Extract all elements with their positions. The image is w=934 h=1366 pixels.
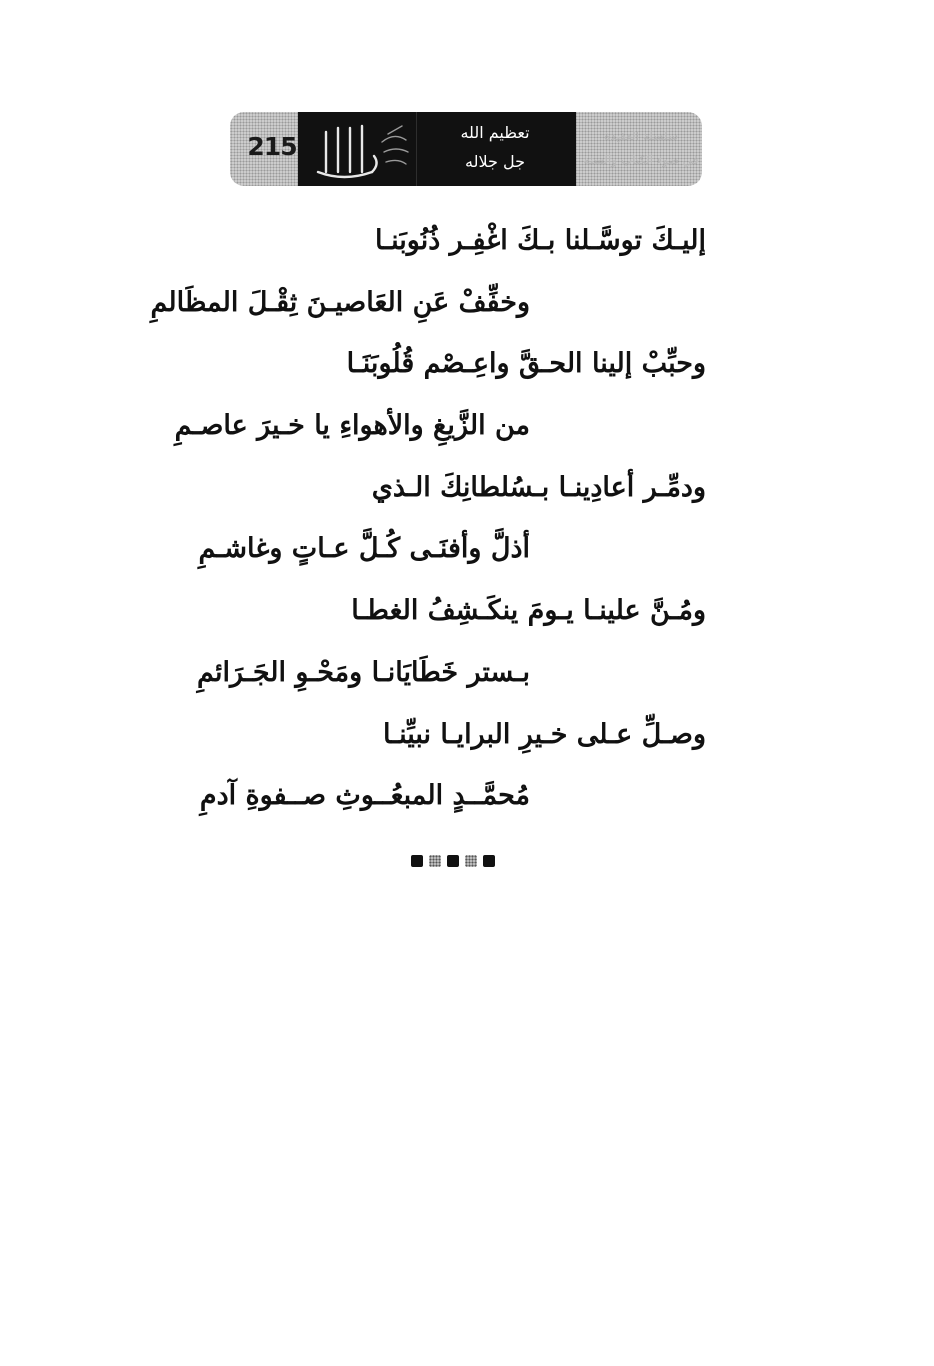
verse-line: أذلَّ وأفنَـى كُـلَّ عـاتٍ وغاشـمِ	[198, 533, 530, 565]
series-title-line2: في ضوء الكتاب والسنة	[583, 153, 699, 167]
header-title-block	[298, 112, 576, 186]
verse-line: ودمِّـر أعادِينـا بـسُلطانِكَ الـذي	[371, 471, 706, 503]
page-number: 215	[247, 132, 297, 161]
page-header	[230, 112, 702, 186]
book-title-line2: جل جلاله	[465, 152, 525, 171]
ornament-square-icon	[465, 855, 477, 867]
verse-line: وخفِّفْ عَنِ العَاصيـنَ ثِقْـلَ المظَالمِ	[150, 286, 530, 318]
series-title-line1: سلسلة العقيدة	[603, 129, 678, 143]
verse-line: بـستر خَطَايَانـا ومَحْـوِ الجَـرَائمِ	[197, 656, 530, 688]
verse-line: إليـكَ توسَّـلنا بـكَ اغْفِـر ذُنُوبَنـا	[374, 225, 706, 256]
poem	[150, 210, 710, 827]
book-title	[422, 118, 568, 176]
verse-line: ومُـنَّ علينـا يـومَ ينكَـشِفُ الغطـا	[351, 595, 706, 627]
verse-line: من الزَّيغِ والأهواءِ يا خـيرَ عاصـمِ	[174, 410, 530, 442]
series-title	[582, 124, 700, 172]
section-end-ornament	[411, 855, 495, 869]
allah-calligraphy-icon	[298, 112, 417, 186]
ornament-square-icon	[411, 855, 423, 867]
ornament-square-icon	[447, 855, 459, 867]
book-title-line1: تعظيم الله	[460, 123, 530, 142]
verse-line: وحبِّبْ إلينا الحـقَّ واعِـصْم قُلُوبَنَـا	[346, 348, 706, 380]
verse-line: وصـلِّ عـلى خـيرِ البرايـا نبيِّنـا	[382, 718, 706, 750]
verse-line: مُحمَّــدٍ المبعُــوثِ صــفوةِ آدمِ	[199, 780, 530, 812]
ornament-square-icon	[483, 855, 495, 867]
ornament-square-icon	[429, 855, 441, 867]
